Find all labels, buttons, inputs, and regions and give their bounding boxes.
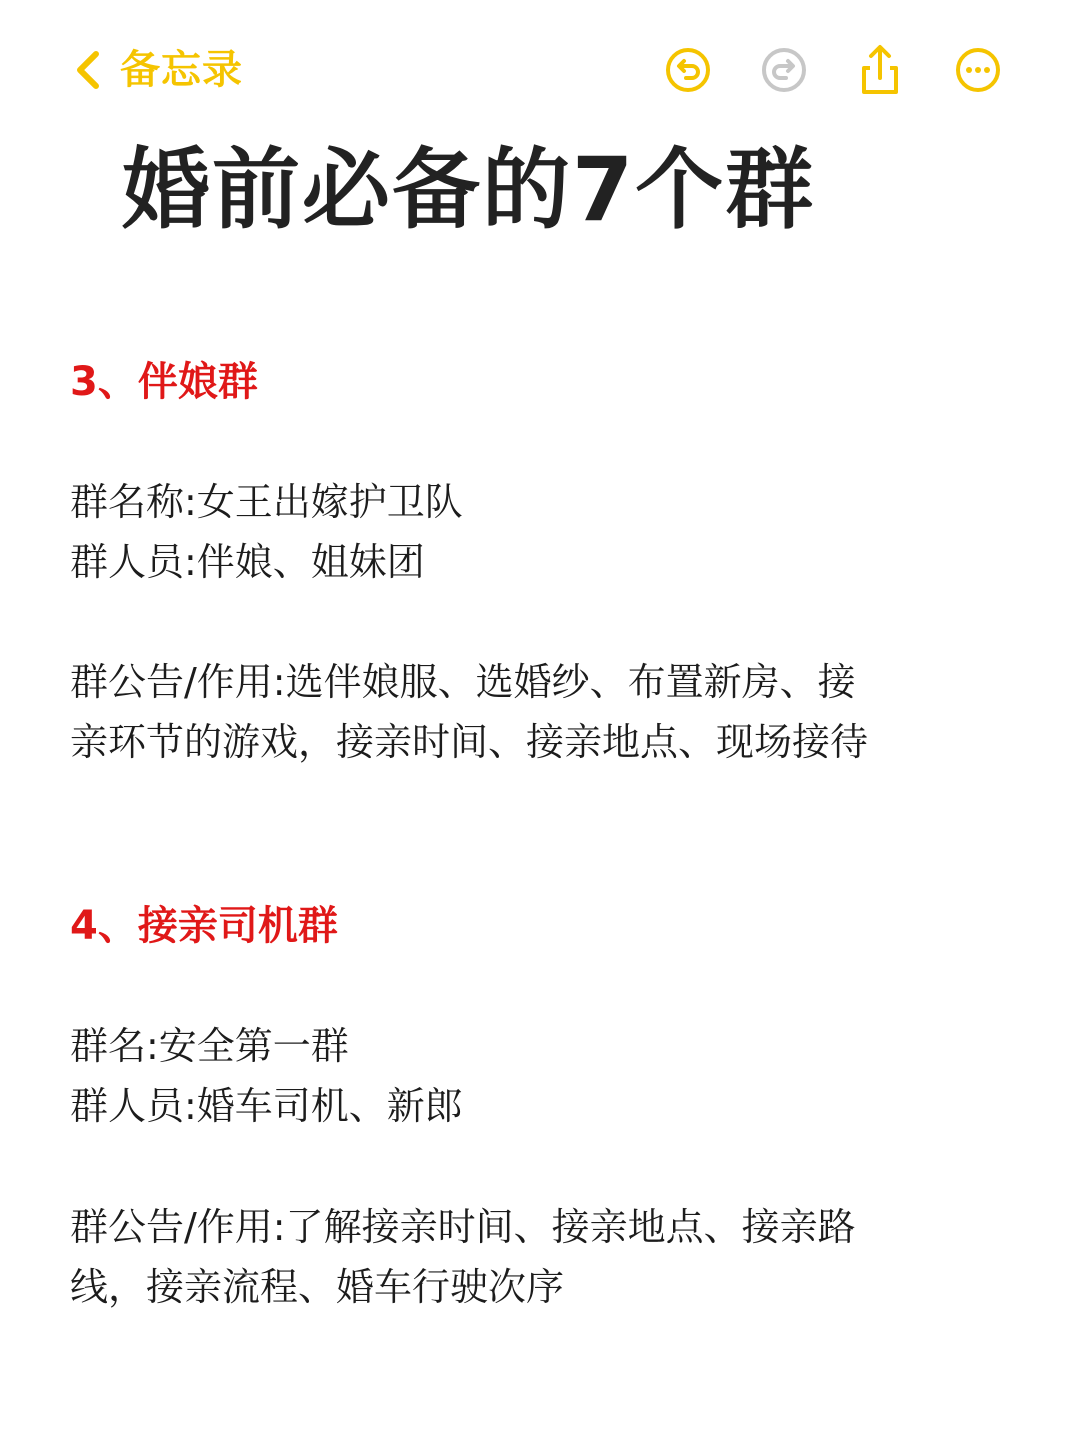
section-heading-bridesmaids: 3、伴娘群 [70, 359, 258, 405]
group-notice-line-continued: 线，接亲流程、婚车行驶次序 [70, 1265, 565, 1309]
undo-button[interactable] [658, 40, 718, 100]
share-button[interactable] [850, 40, 910, 100]
undo-icon [658, 40, 718, 100]
redo-button[interactable] [754, 40, 814, 100]
navigation-bar [0, 0, 1080, 140]
chevron-left-icon [72, 48, 104, 92]
group-name-line: 群名:安全第一群 [70, 1024, 349, 1068]
group-notice-line: 群公告/作用:了解接亲时间、接亲地点、接亲路 [70, 1205, 856, 1249]
group-name-line: 群名称:女王出嫁护卫队 [70, 480, 463, 524]
note-title: 婚前必备的7个群 [122, 138, 816, 241]
share-icon [850, 40, 910, 100]
group-members-line: 群人员:伴娘、姐妹团 [70, 540, 425, 584]
group-notice-line-continued: 亲环节的游戏，接亲时间、接亲地点、现场接待 [70, 720, 869, 764]
back-label: 备忘录 [120, 47, 243, 93]
section-heading-drivers: 4、接亲司机群 [70, 903, 338, 949]
more-button[interactable] [948, 40, 1008, 100]
more-icon [948, 40, 1008, 100]
redo-icon [754, 40, 814, 100]
back-button[interactable] [72, 42, 243, 98]
group-notice-line: 群公告/作用:选伴娘服、选婚纱、布置新房、接 [70, 660, 856, 704]
group-members-line: 群人员:婚车司机、新郎 [70, 1084, 463, 1128]
